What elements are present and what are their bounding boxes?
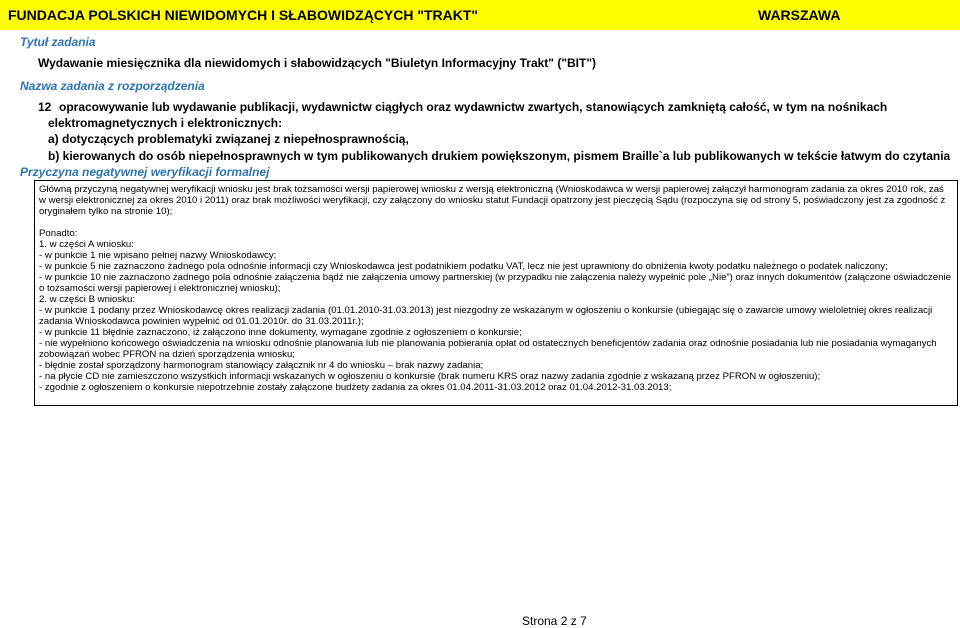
task-line: a) dotyczących problematyki związanej z niepełnosprawnością, [48,132,409,146]
city-name: WARSZAWA [758,7,841,23]
reason-line: - w punkcie 1 podany przez Wnioskodawcę okres realizacji zadania (01.01.2010-31.03.2013) jest niezgodny ze wskazanym w ogłoszeniu o konkursie (ubiegając się o zawarcie umowy wieloletniej okres realizacji [39,305,933,316]
reason-line: 1. w części A wniosku: [39,239,134,250]
reason-line: - w punkcie 11 błędnie zaznaczono, iż załączono inne dokumenty, wymagane zgodnie z ogłoszeniem o konkursie; [39,327,522,338]
reason-line: - w punkcie 10 nie zaznaczono żadnego pola odnośnie załączenia bądź nie załączenia umowy partnerskiej (w przypadku nie załączenia należy wypełnić pole „Nie”) oraz innych dokumentów (załączone oświadczenie [39,272,951,283]
reason-line: - zgodnie z ogłoszeniem o konkursie niepotrzebnie zostały załączone budżety zadania za okres 01.04.2011-31.03.2012 oraz 01.04.2012-31.03.2013; [39,382,672,393]
organization-name: FUNDACJA POLSKICH NIEWIDOMYCH I SŁABOWIDZĄCYCH "TRAKT" [8,7,479,23]
reason-line: Główną przyczyną negatywnej weryfikacji wniosku jest brak tożsamości wersji papierowej wniosku z wersją elektroniczną (Wnioskodawca w wersji papierowej załączył harmonogram zadania za okres 2010 rok, zaś [39,184,944,195]
title-label: Tytuł zadania [20,35,96,49]
task-line: elektromagnetycznych i elektronicznych: [48,116,283,130]
reason-line: zobowiązań wobec PFRON na dzień sporządzenia wniosku; [39,349,295,360]
reason-line: - w punkcie 5 nie zaznaczono żadnego pola odnośnie informacji czy Wnioskodawca jest podatnikiem podatku VAT, lecz nie jest uprawniony do obniżenia kwoty podatku należnego o podatek naliczony; [39,261,888,272]
reason-line: oryginałem tylko na stronie 10); [39,206,173,217]
task-line: opracowywanie lub wydawanie publikacji, wydawnictw ciągłych oraz wydawnictw zwartych, stanowiących zamkniętą całość, w tym na nośnikach [59,100,888,114]
reason-line: - błędnie został sporządzony harmonogram stanowiący załącznik nr 4 do wniosku – brak nazwy zadania; [39,360,484,371]
header-bar [0,0,960,30]
reason-line: o tożsamości wersji papierowej i elektronicznej wniosku); [39,283,281,294]
task-number: 12 [38,100,52,114]
reason-line: zadania Wnioskodawca powinien wypełnić od 01.01.2010r. do 31.03.2011r.); [39,316,364,327]
task-line: b) kierowanych do osób niepełnosprawnych w tym publikowanych drukiem powiększonym, pismem Braille`a lub publikowanych w tekście łatwym do czytania [48,149,951,163]
reason-label: Przyczyna negatywnej weryfikacji formalnej [20,165,270,179]
reason-box [34,180,958,406]
reason-line: 2. w części B wniosku: [39,294,135,305]
reason-line: Ponadto: [39,228,78,239]
reason-line: - na płycie CD nie zamieszczono wszystkich informacji wskazanych w ogłoszeniu o konkursie (brak numeru KRS oraz nazwy zadania zgodnie z wskazaną przez PFRON w ogłoszeniu); [39,371,821,382]
task-label: Nazwa zadania z rozporządzenia [20,79,205,93]
page-number: Strona 2 z 7 [522,614,587,628]
title-value: Wydawanie miesięcznika dla niewidomych i słabowidzących "Biuletyn Informacyjny Trakt" ("BIT") [38,56,597,70]
reason-line: - nie wypełniono końcowego oświadczenia na wniosku odnośnie planowania lub nie planowania pobierania opłat od ostatecznych beneficjentów zadania oraz odnośnie posiadania lub nie posiadania wymaganych [39,338,937,349]
reason-line: w wersji elektronicznej za okres 2010 i 2011) oraz brak możliwości weryfikacji, czy załączony do wniosku statut Fundacji opatrzony jest pieczęcią Sądu (rozpoczyna się od strony 5, poświadczony jest za zgodność z [39,195,946,206]
reason-line: - w punkcie 1 nie wpisano pełnej nazwy Wnioskodawcy; [39,250,277,261]
